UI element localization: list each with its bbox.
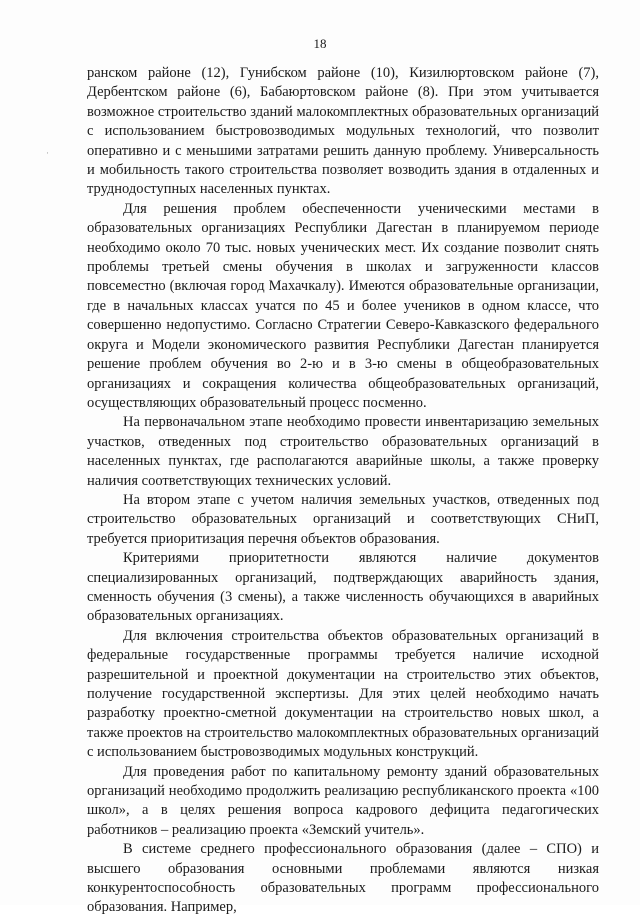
paragraph: Для включения строительства объектов образовательных организаций в федеральные государственные программы требуется наличие исходной разрешительной и проектной документации на строительство этих объектов, получение государственной экспертизы. Для этих целей необходимо начать разработку проектно-сметной документации на строительство новых школ, а также проектов на строительство малокомплектных образовательных организаций с использованием быстровозводимых модульных конструкций. bbox=[87, 627, 599, 761]
paragraph: В системе среднего профессионального образования (далее – СПО) и высшего образования основными проблемами являются низкая конкурентоспособность образовательных программ профессионального образования. Например, bbox=[87, 841, 599, 916]
paragraph: На втором этапе с учетом наличия земельных участков, отведенных под строительство образовательных организаций и соответствующих СНиП, требуется приоритизация перечня объектов образования. bbox=[87, 491, 599, 547]
paragraph: На первоначальном этапе необходимо провести инвентаризацию земельных участков, отведенных под строительство образовательных организаций в населенных пунктах, где располагаются аварийные школы, а также проверку наличия соответствующих технических условий. bbox=[87, 414, 599, 489]
body-text bbox=[87, 64, 599, 918]
scan-mark: · bbox=[46, 148, 49, 158]
paragraph: Для проведения работ по капитальному ремонту зданий образовательных организаций необходимо продолжить реализацию республиканского проекта «100 школ», а в целях решения вопроса кадрового дефицита педагогических работников – реализацию проекта «Земский учитель». bbox=[87, 763, 599, 838]
page-number: 18 bbox=[313, 36, 327, 51]
paragraph: Критериями приоритетности являются наличие документов специализированных организаций, подтверждающих аварийность здания, сменность обучения (3 смены), а также численность обучающихся в аварийных образовательных организациях. bbox=[87, 550, 599, 625]
paragraph: Для решения проблем обеспеченности ученическими местами в образовательных организациях Республики Дагестан в планируемом периоде необходимо около 70 тыс. новых ученических мест. Их создание позволит снять проблемы третьей смены обучения в школах и загруженности классов повсеместно (включая город Махачкалу). Имеются образовательные организации, где в начальных классах учатся по 45 и более учеников в одном классе, что совершенно недопустимо. Согласно Стратегии Северо-Кавказского федерального округа и Модели экономического развития Республики Дагестан планируется решение проблем обучения во 2-ю и в 3-ю смены в общеобразовательных организациях и сокращения количества общеобразовательных организаций, осуществляющих образовательный процесс посменно. bbox=[87, 200, 599, 411]
paragraph: ранском районе (12), Гунибском районе (10), Кизилюртовском районе (7), Дербентском районе (6), Бабаюртовском районе (8). При этом учитывается возможное строительство зданий малокомплектных образовательных организаций с использованием быстровозводимых модульных технологий, что позволит оперативно и с меньшими затратами решить данную проблему. Универсальность и мобильность такого строительства позволяет возводить здания в отдаленных и труднодоступных населенных пунктах. bbox=[87, 65, 599, 198]
